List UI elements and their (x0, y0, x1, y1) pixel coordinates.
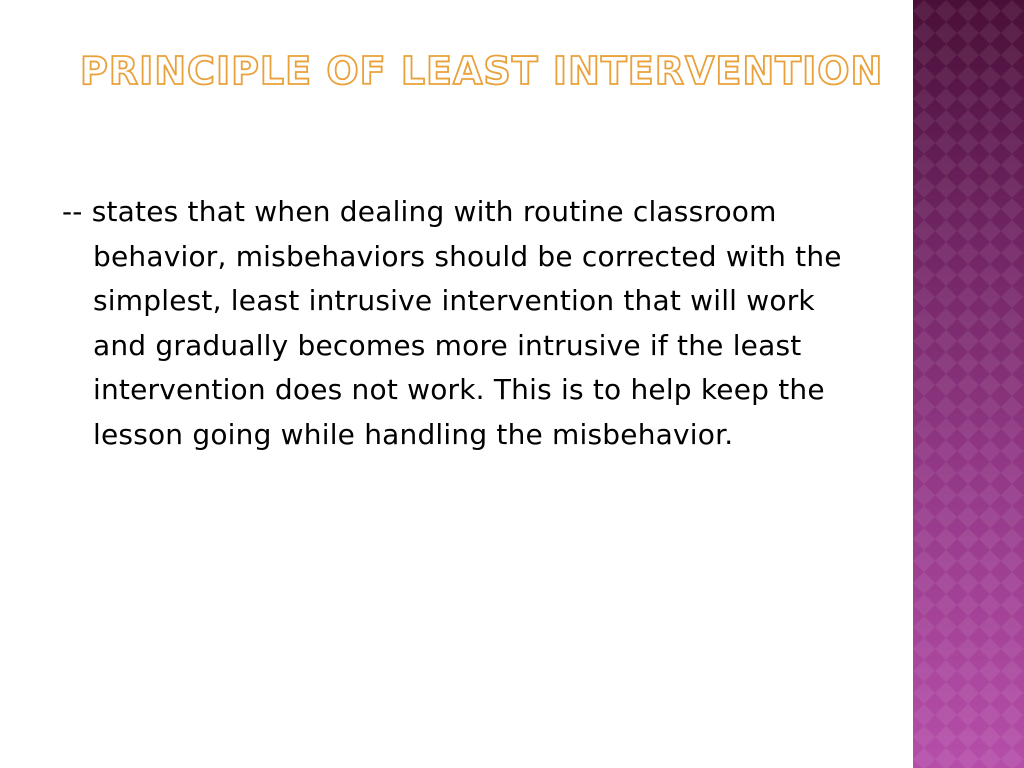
diamond-pattern (913, 0, 1024, 768)
decorative-side-band (913, 0, 1024, 768)
slide-body-text: -- states that when dealing with routine classroom behavior, misbehaviors should be corrected with the simplest, least intrusive intervention that will work and gradually becomes more intrusive if the least intervention does not work. This is to help keep the lesson going while handling the misbehavior. (62, 195, 842, 451)
slide-title: PRINCIPLE OF LEAST INTERVENTION (80, 49, 884, 93)
